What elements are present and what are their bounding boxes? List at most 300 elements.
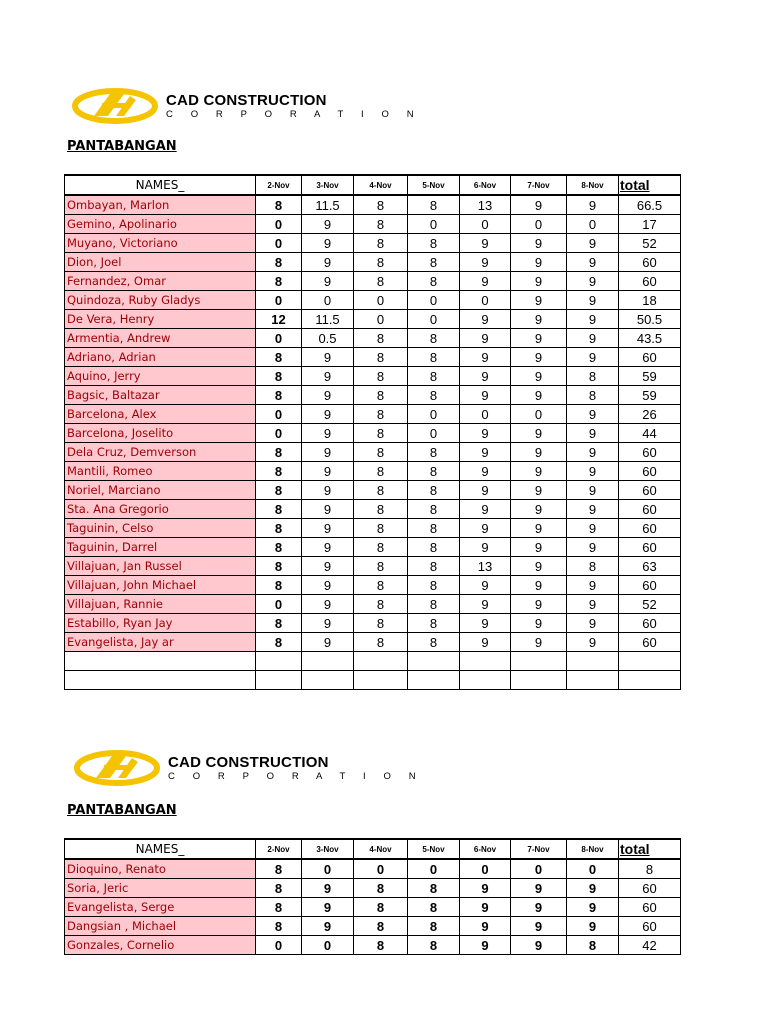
hours-cell: 9: [567, 633, 619, 652]
hours-cell: 9: [511, 633, 567, 652]
hours-cell: 9: [511, 519, 567, 538]
hours-cell: 0: [408, 215, 460, 234]
hours-cell: 9: [567, 576, 619, 595]
hours-cell: 8: [408, 557, 460, 576]
blank-cell: [567, 652, 619, 671]
blank-cell: [256, 671, 302, 690]
hours-cell: 9: [511, 443, 567, 462]
hours-cell: 9: [511, 291, 567, 310]
hours-cell: 11.5: [302, 195, 354, 215]
hours-cell: 0: [567, 215, 619, 234]
table-header-row: [65, 175, 681, 195]
hours-cell: 0: [408, 310, 460, 329]
hours-cell: 8: [256, 348, 302, 367]
hours-cell: 9: [511, 272, 567, 291]
blank-cell: [511, 652, 567, 671]
hours-cell: 9: [511, 195, 567, 215]
total-cell: 60: [619, 519, 681, 538]
total-cell: 66.5: [619, 195, 681, 215]
hours-cell: 8: [256, 898, 302, 917]
total-cell: 60: [619, 272, 681, 291]
employee-name-cell: Barcelona, Joselito: [65, 424, 256, 443]
hours-cell: 9: [511, 538, 567, 557]
blank-cell: [256, 652, 302, 671]
company-subtitle: C O R P O R A T I O N: [168, 770, 424, 782]
hours-cell: 8: [354, 879, 408, 898]
total-cell: 60: [619, 253, 681, 272]
hours-cell: 8: [408, 195, 460, 215]
hours-cell: 8: [408, 614, 460, 633]
employee-name-cell: Dion, Joel: [65, 253, 256, 272]
hours-cell: 0: [302, 859, 354, 879]
hours-cell: 9: [567, 462, 619, 481]
employee-name-cell: Quindoza, Ruby Gladys: [65, 291, 256, 310]
hours-cell: 9: [567, 253, 619, 272]
total-cell: 60: [619, 879, 681, 898]
table-row: [65, 633, 681, 652]
day-header: 2-Nov: [256, 839, 302, 859]
employee-name-cell: Muyano, Victoriano: [65, 234, 256, 253]
hours-cell: 8: [408, 917, 460, 936]
hours-cell: 8: [408, 633, 460, 652]
employee-name-cell: Villajuan, Jan Russel: [65, 557, 256, 576]
total-cell: 60: [619, 462, 681, 481]
hours-cell: 9: [567, 917, 619, 936]
hours-cell: 9: [460, 481, 511, 500]
table-row: [65, 859, 681, 879]
hours-cell: 8: [354, 424, 408, 443]
hours-cell: 9: [511, 936, 567, 955]
day-header: 3-Nov: [302, 175, 354, 195]
employee-name-cell: Evangelista, Jay ar: [65, 633, 256, 652]
total-cell: 18: [619, 291, 681, 310]
hours-cell: 8: [408, 272, 460, 291]
hours-cell: 9: [511, 310, 567, 329]
hours-cell: 9: [460, 272, 511, 291]
employee-name-cell: Noriel, Marciano: [65, 481, 256, 500]
blank-cell: [619, 671, 681, 690]
hours-cell: 8: [567, 386, 619, 405]
hours-cell: 9: [567, 595, 619, 614]
hours-cell: 9: [567, 424, 619, 443]
hours-cell: 8: [408, 538, 460, 557]
hours-cell: 8: [354, 272, 408, 291]
blank-cell: [302, 652, 354, 671]
hours-cell: 8: [354, 481, 408, 500]
hours-cell: 9: [567, 879, 619, 898]
hours-cell: 8: [256, 253, 302, 272]
hours-cell: 9: [460, 234, 511, 253]
hours-cell: 0: [354, 859, 408, 879]
day-header: 6-Nov: [460, 839, 511, 859]
table-row: [65, 538, 681, 557]
hours-cell: 9: [302, 367, 354, 386]
hours-cell: 8: [408, 443, 460, 462]
table-row: [65, 329, 681, 348]
day-header: 4-Nov: [354, 175, 408, 195]
hours-cell: 13: [460, 195, 511, 215]
employee-name-cell: Aquino, Jerry: [65, 367, 256, 386]
hours-cell: 9: [460, 253, 511, 272]
day-header: 8-Nov: [567, 175, 619, 195]
total-cell: 59: [619, 386, 681, 405]
hours-cell: 9: [302, 481, 354, 500]
total-cell: 26: [619, 405, 681, 424]
site-title: PANTABANGAN: [67, 803, 177, 818]
hours-cell: 9: [460, 443, 511, 462]
hours-cell: 0: [256, 595, 302, 614]
employee-name-cell: De Vera, Henry: [65, 310, 256, 329]
blank-cell: [460, 671, 511, 690]
hours-cell: 8: [354, 367, 408, 386]
table-row: [65, 310, 681, 329]
table-header-row: [65, 839, 681, 859]
company-logo: [74, 750, 423, 786]
total-cell: 59: [619, 367, 681, 386]
site-title: PANTABANGAN: [67, 139, 177, 154]
hours-cell: 9: [567, 500, 619, 519]
hours-cell: 9: [302, 557, 354, 576]
hours-cell: 8: [256, 633, 302, 652]
hours-cell: 8: [354, 917, 408, 936]
hours-cell: 0: [460, 291, 511, 310]
hours-cell: 9: [511, 917, 567, 936]
hours-cell: 8: [567, 936, 619, 955]
employee-name-cell: Soria, Jeric: [65, 879, 256, 898]
blank-cell: [408, 671, 460, 690]
hours-cell: 8: [408, 234, 460, 253]
hours-cell: 8: [408, 898, 460, 917]
hours-cell: 9: [511, 879, 567, 898]
hours-cell: 9: [302, 614, 354, 633]
employee-name-cell: Evangelista, Serge: [65, 898, 256, 917]
hours-cell: 8: [256, 462, 302, 481]
total-cell: 42: [619, 936, 681, 955]
hours-cell: 9: [302, 898, 354, 917]
total-cell: 50.5: [619, 310, 681, 329]
hours-cell: 0: [408, 405, 460, 424]
day-header: 6-Nov: [460, 175, 511, 195]
total-cell: 60: [619, 348, 681, 367]
hours-cell: 9: [302, 405, 354, 424]
employee-name-cell: Mantili, Romeo: [65, 462, 256, 481]
hours-cell: 9: [567, 310, 619, 329]
hours-cell: 9: [302, 519, 354, 538]
total-cell: 60: [619, 898, 681, 917]
hours-cell: 8: [408, 462, 460, 481]
hours-cell: 9: [460, 633, 511, 652]
hours-cell: 0: [256, 329, 302, 348]
hours-cell: 9: [567, 538, 619, 557]
hours-cell: 9: [460, 538, 511, 557]
hours-cell: 9: [302, 386, 354, 405]
blank-cell: [302, 671, 354, 690]
table-row: [65, 291, 681, 310]
names-header: NAMES_: [65, 839, 256, 859]
table-row: [65, 936, 681, 955]
total-cell: 52: [619, 234, 681, 253]
hours-cell: 9: [511, 614, 567, 633]
hours-cell: 0: [256, 405, 302, 424]
hours-cell: 8: [354, 519, 408, 538]
hours-cell: 9: [460, 614, 511, 633]
hours-cell: 9: [567, 519, 619, 538]
hours-cell: 9: [302, 462, 354, 481]
hours-cell: 8: [354, 462, 408, 481]
total-cell: 60: [619, 917, 681, 936]
day-header: 5-Nov: [408, 175, 460, 195]
hours-cell: 9: [460, 310, 511, 329]
employee-name-cell: Barcelona, Alex: [65, 405, 256, 424]
hours-cell: 9: [460, 519, 511, 538]
hours-cell: 9: [567, 272, 619, 291]
employee-name-cell: Taguinin, Celso: [65, 519, 256, 538]
hours-cell: 8: [256, 443, 302, 462]
employee-name-cell: Estabillo, Ryan Jay: [65, 614, 256, 633]
blank-cell: [65, 671, 256, 690]
hours-cell: 8: [354, 443, 408, 462]
table-row: [65, 253, 681, 272]
day-header: 5-Nov: [408, 839, 460, 859]
hours-cell: 8: [567, 367, 619, 386]
total-cell: 43.5: [619, 329, 681, 348]
hours-cell: 8: [256, 917, 302, 936]
hours-cell: 8: [256, 500, 302, 519]
hours-cell: 9: [567, 291, 619, 310]
table-row: [65, 898, 681, 917]
hours-cell: 8: [408, 519, 460, 538]
employee-name-cell: Fernandez, Omar: [65, 272, 256, 291]
hours-cell: 8: [354, 195, 408, 215]
hours-cell: 9: [567, 234, 619, 253]
employee-name-cell: Dela Cruz, Demverson: [65, 443, 256, 462]
day-header: 2-Nov: [256, 175, 302, 195]
total-cell: 60: [619, 481, 681, 500]
hours-cell: 9: [302, 234, 354, 253]
total-cell: 60: [619, 500, 681, 519]
day-header: 3-Nov: [302, 839, 354, 859]
hours-cell: 8: [256, 879, 302, 898]
hours-cell: 9: [460, 329, 511, 348]
hours-cell: 9: [567, 348, 619, 367]
hours-cell: 8: [256, 557, 302, 576]
hours-cell: 0: [256, 424, 302, 443]
hours-cell: 9: [567, 329, 619, 348]
hours-cell: 0: [567, 859, 619, 879]
hours-cell: 8: [256, 538, 302, 557]
company-name: CAD CONSTRUCTION: [166, 91, 327, 109]
hours-cell: 0: [354, 291, 408, 310]
hours-cell: 9: [511, 481, 567, 500]
table-row: [65, 462, 681, 481]
table-row: [65, 234, 681, 253]
hours-cell: 8: [408, 879, 460, 898]
hours-cell: 9: [511, 462, 567, 481]
hours-cell: 9: [302, 215, 354, 234]
hours-cell: 8: [256, 367, 302, 386]
cad-logo-icon: [72, 88, 158, 124]
hours-cell: 9: [460, 595, 511, 614]
blank-cell: [460, 652, 511, 671]
table-row: [65, 272, 681, 291]
hours-cell: 8: [408, 386, 460, 405]
table-row: [65, 614, 681, 633]
hours-cell: 8: [354, 557, 408, 576]
blank-row: [65, 652, 681, 671]
hours-cell: 8: [256, 195, 302, 215]
hours-cell: 8: [256, 386, 302, 405]
timesheet-table-1: [64, 174, 681, 690]
table-row: [65, 424, 681, 443]
total-cell: 63: [619, 557, 681, 576]
table-body-2: [65, 859, 681, 955]
hours-cell: 8: [354, 329, 408, 348]
hours-cell: 0: [511, 405, 567, 424]
hours-cell: 9: [302, 633, 354, 652]
hours-cell: 0.5: [302, 329, 354, 348]
hours-cell: 9: [511, 329, 567, 348]
hours-cell: 9: [302, 424, 354, 443]
day-header: 4-Nov: [354, 839, 408, 859]
hours-cell: 9: [567, 405, 619, 424]
hours-cell: 8: [408, 253, 460, 272]
company-logo: [72, 88, 421, 124]
hours-cell: 9: [460, 898, 511, 917]
hours-cell: 0: [511, 215, 567, 234]
hours-cell: 8: [256, 272, 302, 291]
hours-cell: 9: [460, 348, 511, 367]
hours-cell: 8: [354, 595, 408, 614]
hours-cell: 9: [511, 234, 567, 253]
hours-cell: 9: [511, 424, 567, 443]
table-row: [65, 595, 681, 614]
table-row: [65, 386, 681, 405]
hours-cell: 8: [354, 898, 408, 917]
hours-cell: 0: [256, 291, 302, 310]
hours-cell: 8: [256, 614, 302, 633]
employee-name-cell: Villajuan, John Michael: [65, 576, 256, 595]
table-row: [65, 917, 681, 936]
hours-cell: 9: [567, 195, 619, 215]
hours-cell: 9: [460, 879, 511, 898]
employee-name-cell: Ombayan, Marlon: [65, 195, 256, 215]
hours-cell: 9: [567, 481, 619, 500]
hours-cell: 0: [354, 310, 408, 329]
hours-cell: 0: [256, 234, 302, 253]
company-logo-text: [166, 92, 421, 121]
hours-cell: 8: [354, 405, 408, 424]
table-row: [65, 879, 681, 898]
hours-cell: 9: [302, 443, 354, 462]
hours-cell: 0: [408, 291, 460, 310]
table-row: [65, 195, 681, 215]
hours-cell: 9: [511, 898, 567, 917]
hours-cell: 9: [567, 898, 619, 917]
employee-name-cell: Dioquino, Renato: [65, 859, 256, 879]
hours-cell: 8: [354, 538, 408, 557]
table-row: [65, 443, 681, 462]
hours-cell: 9: [511, 253, 567, 272]
blank-cell: [354, 652, 408, 671]
hours-cell: 0: [460, 859, 511, 879]
total-cell: 52: [619, 595, 681, 614]
hours-cell: 0: [256, 936, 302, 955]
hours-cell: 9: [302, 538, 354, 557]
hours-cell: 9: [302, 595, 354, 614]
hours-cell: 9: [511, 367, 567, 386]
total-cell: 8: [619, 859, 681, 879]
hours-cell: 9: [302, 576, 354, 595]
hours-cell: 8: [256, 576, 302, 595]
hours-cell: 9: [302, 917, 354, 936]
hours-cell: 9: [567, 614, 619, 633]
total-cell: 17: [619, 215, 681, 234]
hours-cell: 12: [256, 310, 302, 329]
hours-cell: 9: [460, 500, 511, 519]
hours-cell: 0: [511, 859, 567, 879]
hours-cell: 0: [408, 424, 460, 443]
hours-cell: 8: [256, 519, 302, 538]
blank-cell: [408, 652, 460, 671]
timesheet-table-2: [64, 838, 681, 955]
hours-cell: 9: [302, 253, 354, 272]
employee-name-cell: Sta. Ana Gregorio: [65, 500, 256, 519]
total-cell: 60: [619, 443, 681, 462]
day-header: 7-Nov: [511, 839, 567, 859]
employee-name-cell: Gemino, Apolinario: [65, 215, 256, 234]
employee-name-cell: Villajuan, Rannie: [65, 595, 256, 614]
hours-cell: 0: [408, 859, 460, 879]
hours-cell: 0: [302, 936, 354, 955]
hours-cell: 9: [567, 443, 619, 462]
table-body-1: [65, 195, 681, 690]
total-header: total: [619, 175, 681, 195]
blank-row: [65, 671, 681, 690]
hours-cell: 9: [511, 595, 567, 614]
hours-cell: 8: [567, 557, 619, 576]
employee-name-cell: Adriano, Adrian: [65, 348, 256, 367]
hours-cell: 8: [408, 576, 460, 595]
blank-cell: [619, 652, 681, 671]
names-header: NAMES_: [65, 175, 256, 195]
table-row: [65, 500, 681, 519]
company-logo-text: [168, 754, 423, 783]
hours-cell: 11.5: [302, 310, 354, 329]
table-row: [65, 215, 681, 234]
hours-cell: 9: [511, 348, 567, 367]
total-cell: 60: [619, 614, 681, 633]
hours-cell: 13: [460, 557, 511, 576]
employee-name-cell: Gonzales, Cornelio: [65, 936, 256, 955]
hours-cell: 9: [460, 367, 511, 386]
hours-cell: 8: [354, 633, 408, 652]
hours-cell: 9: [302, 348, 354, 367]
hours-cell: 9: [460, 424, 511, 443]
blank-cell: [511, 671, 567, 690]
total-cell: 44: [619, 424, 681, 443]
blank-cell: [65, 652, 256, 671]
day-header: 8-Nov: [567, 839, 619, 859]
hours-cell: 9: [460, 576, 511, 595]
hours-cell: 9: [302, 879, 354, 898]
total-cell: 60: [619, 576, 681, 595]
day-header: 7-Nov: [511, 175, 567, 195]
hours-cell: 8: [408, 481, 460, 500]
table-row: [65, 405, 681, 424]
hours-cell: 9: [460, 462, 511, 481]
hours-cell: 8: [408, 367, 460, 386]
table-row: [65, 481, 681, 500]
